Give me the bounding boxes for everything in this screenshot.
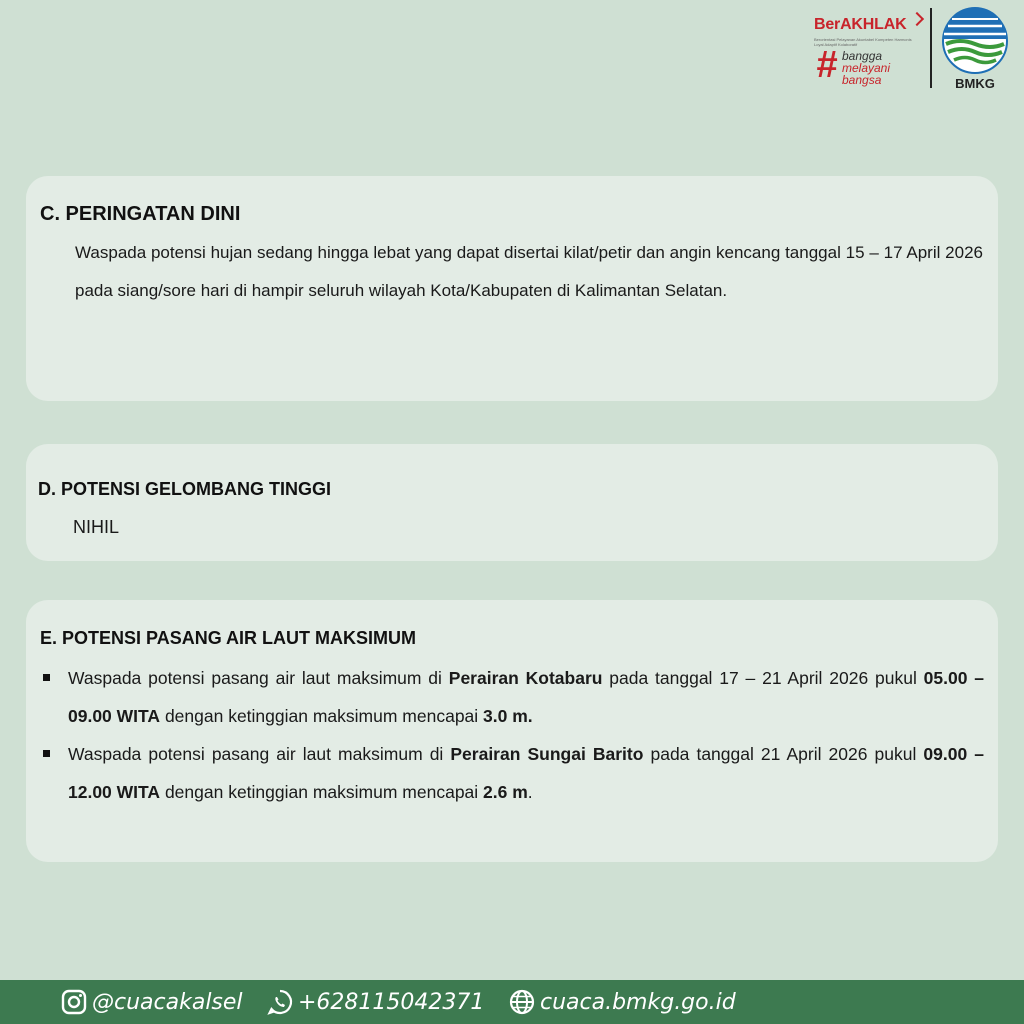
item-location: Perairan Sungai Barito [450, 744, 644, 764]
item-time: 05.00 – 09.00 WITA [68, 668, 985, 726]
section-e-heading: E. POTENSI PASANG AIR LAUT MAKSIMUM [40, 628, 417, 648]
footer-bar [0, 980, 1024, 1024]
section-c-card [26, 176, 998, 401]
bmkg-emblem-icon [940, 6, 1010, 76]
instagram-icon [60, 988, 88, 1016]
item-height: 3.0 m. [483, 706, 533, 726]
section-c-text: Waspada potensi hujan sedang hingga lebat yang dapat disertai kilat/petir dan angin kencang tanggal 15 – 17 April 2026 pada siang/sore hari di hampir seluruh wilayah Kota/Kabupaten di Kalimantan Selatan. [75, 243, 983, 300]
berakhlak-tagline: Berorientasi Pelayanan Akuntabel Kompeten Harmonis Loyal Adaptif Kolaboratif [814, 37, 912, 47]
item-text: Waspada potensi pasang air laut maksimum di [68, 744, 451, 764]
logo-divider [930, 8, 932, 88]
item-location: Perairan Kotabaru [448, 668, 603, 688]
berakhlak-title: BerAKHLAK [814, 16, 907, 33]
item-text: . [527, 782, 533, 802]
globe-icon [508, 988, 536, 1016]
whatsapp-icon [266, 988, 294, 1016]
bmkg-logo [940, 6, 1010, 90]
list-item [40, 735, 984, 811]
slogan-line-2: melayani [842, 61, 891, 75]
bullet-icon [43, 674, 50, 681]
section-e-card [26, 600, 998, 862]
section-d-text: NIHIL [73, 517, 120, 537]
footer-whatsapp[interactable] [266, 986, 484, 1018]
item-text: pada tanggal 17 – 21 April 2026 pukul [602, 668, 924, 688]
section-c-heading: C. PERINGATAN DINI [40, 203, 241, 225]
chevron-right-icon [910, 12, 924, 26]
footer-instagram[interactable] [60, 986, 243, 1018]
bullet-icon [43, 750, 50, 757]
hashtag-mark: # [816, 44, 838, 86]
item-time: 09.00 – 12.00 WITA [68, 744, 985, 802]
list-item [40, 659, 984, 735]
website-url: cuaca.bmkg.go.id [540, 989, 736, 1015]
section-d-heading: D. POTENSI GELOMBANG TINGGI [38, 479, 332, 499]
whatsapp-number: +628115042371 [298, 989, 485, 1015]
berakhlak-logo [814, 12, 922, 90]
bmkg-label: BMKG [955, 76, 995, 91]
instagram-handle: @cuacakalsel [92, 989, 243, 1015]
section-d-card [26, 444, 998, 561]
item-text: pada tanggal 21 April 2026 pukul [643, 744, 924, 764]
item-text: dengan ketinggian maksimum mencapai [160, 782, 484, 802]
berakhlak-slogan [842, 50, 890, 86]
slogan-line-1: bangga [842, 49, 883, 63]
header-logos [814, 4, 1014, 94]
item-height: 2.6 m [483, 782, 528, 802]
slogan-line-3: bangsa [842, 73, 882, 87]
footer-website[interactable] [508, 986, 736, 1018]
item-text: dengan ketinggian maksimum mencapai [160, 706, 484, 726]
item-text: Waspada potensi pasang air laut maksimum di [68, 668, 449, 688]
section-e-list [40, 659, 984, 811]
